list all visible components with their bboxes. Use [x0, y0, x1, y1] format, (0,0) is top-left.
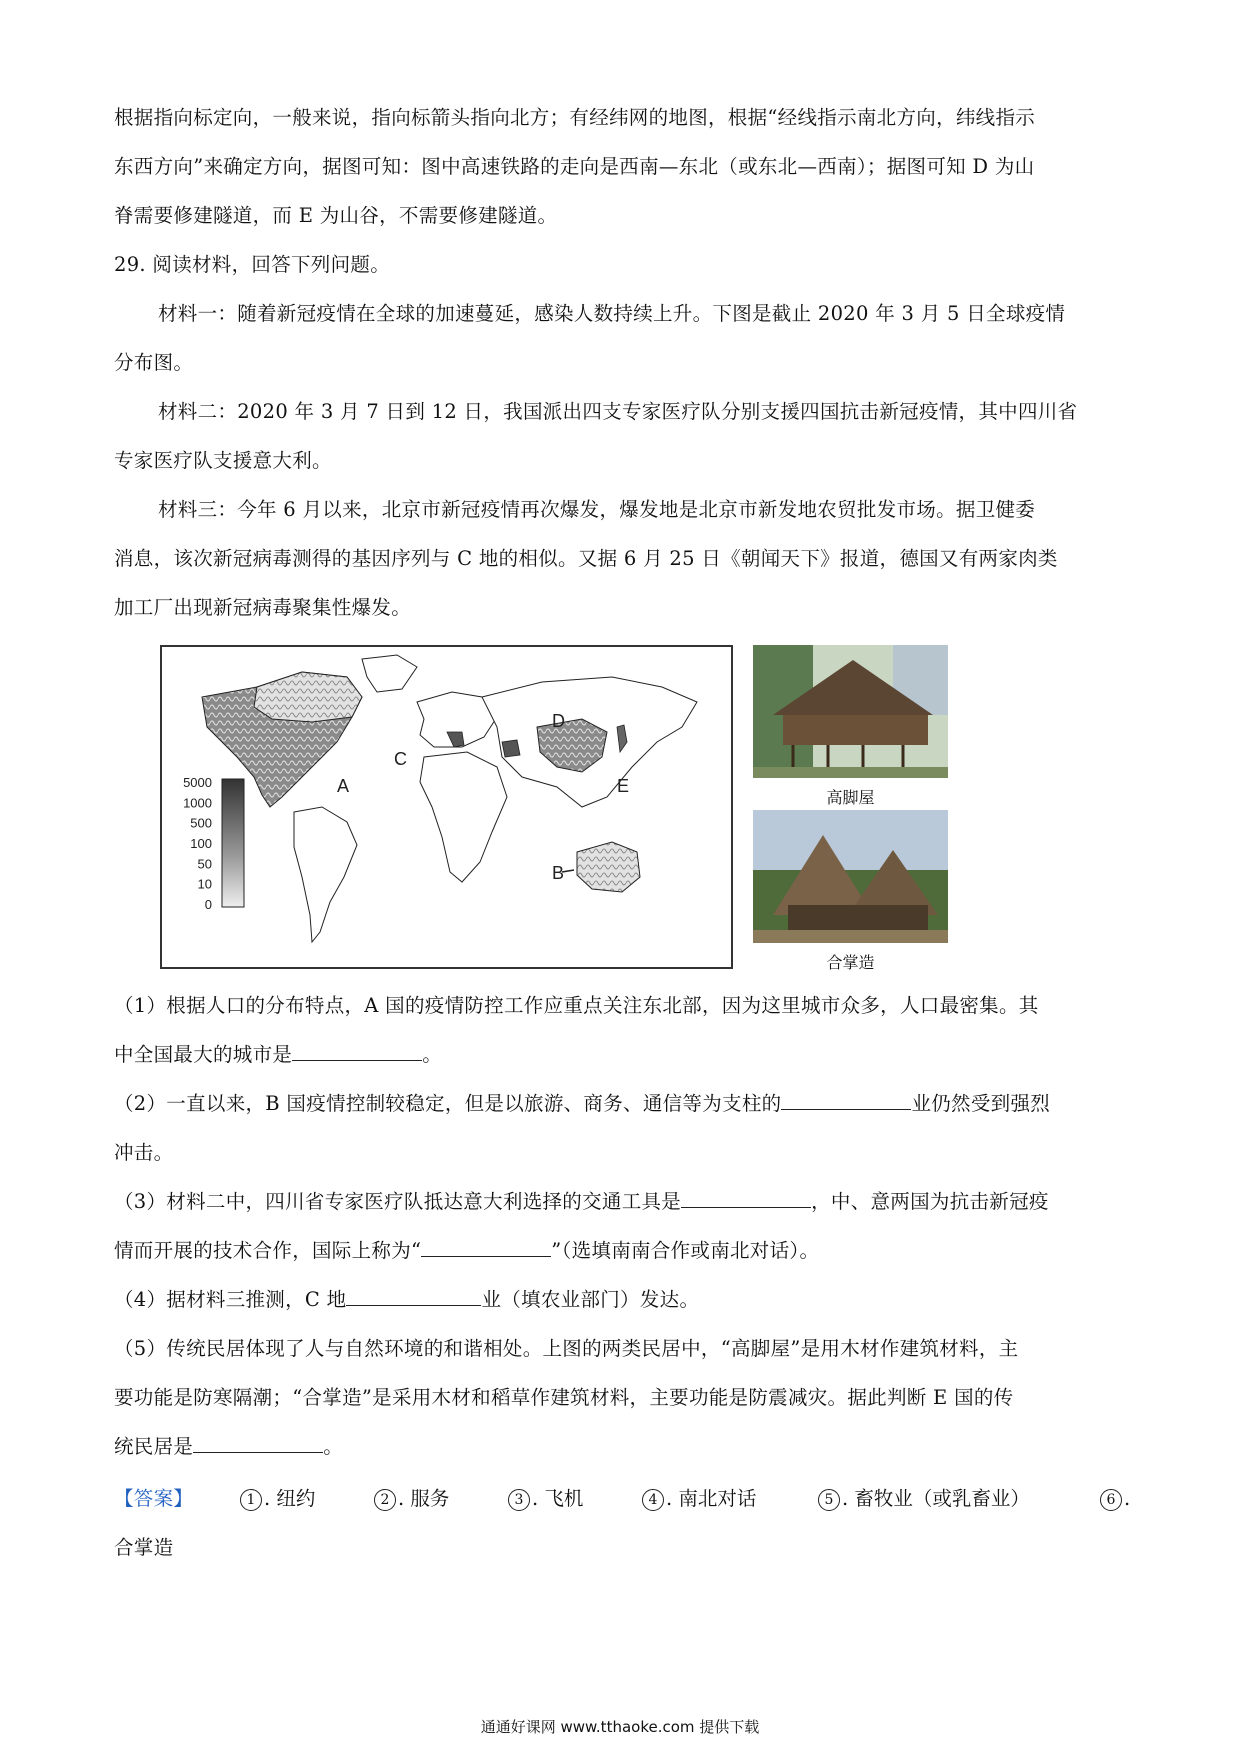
q5-line-1: （5）传统民居体现了人与自然环境的和谐相处。上图的两类民居中，“高脚屋”是用木材作建筑材料，主 [114, 1337, 1019, 1360]
q3-blank-2[interactable] [421, 1238, 551, 1257]
answer-item-6 [1100, 1485, 1130, 1513]
answer-num-1: 1 [240, 1489, 262, 1511]
material-3-line-1: 材料三：今年 6 月以来，北京市新冠疫情再次爆发，爆发地是北京市新发地农贸批发市场。据卫健委 [158, 498, 1036, 521]
map-label-c: C [394, 749, 407, 769]
material-1-line-1: 材料一：随着新冠疫情在全球的加速蔓延，感染人数持续上升。下图是截止 2020 年 3 月 5 日全球疫情 [158, 302, 1066, 325]
answer-item-1 [240, 1485, 315, 1513]
legend-tick-label: 5000 [183, 775, 212, 790]
material-2-line-2: 专家医疗队支援意大利。 [114, 449, 332, 472]
answer-item-3 [508, 1485, 583, 1513]
q1-text-pre: 中全国最大的城市是 [114, 1043, 293, 1066]
answer-num-4: 4 [642, 1489, 664, 1511]
iran-shape [502, 740, 520, 757]
legend-tick-label: 100 [190, 836, 212, 851]
q1-blank[interactable] [292, 1042, 422, 1061]
material-3-line-3: 加工厂出现新冠病毒聚集性爆发。 [114, 596, 412, 619]
material-1-line-2: 分布图。 [114, 351, 194, 374]
q1-line-2 [114, 1041, 442, 1069]
material-3-line-2: 消息，该次新冠病毒测得的基因序列与 C 地的相似。又据 6 月 25 日《朝闻天下》报道，德国又有两家肉类 [114, 547, 1058, 570]
answer-text-3: . 飞机 [532, 1487, 584, 1510]
footer-text: 通通好课网 www.tthaoke.com 提供下载 [480, 1718, 760, 1736]
map-label-e: E [617, 776, 630, 796]
photo-stilt-house [753, 645, 948, 809]
q2-line-2: 冲击。 [114, 1141, 174, 1164]
world-epidemic-map [160, 645, 733, 969]
answer-num-5: 5 [818, 1489, 840, 1511]
answer-item-2 [374, 1485, 449, 1513]
question-title: 29. 阅读材料，回答下列问题。 [114, 253, 391, 276]
q1-text-post: 。 [422, 1043, 443, 1066]
answer-text-2: . 服务 [398, 1487, 450, 1510]
q5-blank[interactable] [193, 1434, 323, 1453]
q5-text-post: 。 [323, 1435, 344, 1458]
answer-text-6: . [1124, 1487, 1131, 1510]
africa-shape [420, 752, 507, 882]
south-america-shape [294, 807, 357, 942]
q4-text-post: 业（填农业部门）发达。 [481, 1288, 700, 1311]
q3-text-post: ，中、意两国为抗击新冠疫 [811, 1190, 1049, 1213]
greenland-shape [362, 655, 417, 692]
answer-num-6: 6 [1100, 1489, 1122, 1511]
map-label-a: A [337, 776, 350, 796]
q4-blank[interactable] [346, 1287, 481, 1306]
q4-line [114, 1286, 699, 1314]
q2-text-pre: （2）一直以来，B 国疫情控制较稳定，但是以旅游、商务、通信等为支柱的 [114, 1092, 782, 1115]
answer-num-2: 2 [374, 1489, 396, 1511]
photo-gassho-house [753, 810, 948, 974]
intro-line-1: 根据指向标定向，一般来说，指向标箭头指向北方；有经纬网的地图，根据“经线指示南北方向，纬线指示 [114, 106, 1036, 129]
map-label-d: D [552, 711, 565, 731]
q4-text-pre: （4）据材料三推测，C 地 [114, 1288, 347, 1311]
answer-label: 【答案】 [114, 1487, 194, 1510]
stilt-house-image [753, 645, 948, 778]
q2-text-post: 业仍然受到强烈 [911, 1092, 1051, 1115]
q5-line-3 [114, 1433, 343, 1461]
legend-tick-label: 500 [190, 815, 212, 831]
q3-text-pre-2: 情而开展的技术合作，国际上称为“ [114, 1239, 422, 1262]
stilt-house-caption: 高脚屋 [826, 788, 875, 807]
q2-blank[interactable] [781, 1091, 911, 1110]
legend-tick-label: 0 [204, 897, 212, 912]
q2-line-1 [114, 1090, 1050, 1118]
answer-item-5 [818, 1485, 1030, 1513]
q1-line-1: （1）根据人口的分布特点，A 国的疫情防控工作应重点关注东北部，因为这里城市众多，人口最密集。其 [114, 994, 1039, 1017]
q3-blank-1[interactable] [681, 1189, 811, 1208]
map-label-b: B [552, 863, 565, 883]
q5-line-2: 要功能是防寒隔潮；“合掌造”是采用木材和稻草作建筑材料，主要功能是防震减灾。据此判断 E 国的传 [114, 1386, 1014, 1409]
answer-num-3: 3 [508, 1489, 530, 1511]
canada-shape [254, 672, 362, 722]
gassho-house-image [753, 810, 948, 943]
material-2-line-1: 材料二：2020 年 3 月 7 日到 12 日，我国派出四支专家医疗队分别支援四国抗击新冠疫情，其中四川省 [158, 400, 1078, 423]
intro-line-2: 东西方向”来确定方向，据图可知：图中高速铁路的走向是西南—东北（或东北—西南）；据图可知 D 为山 [114, 155, 1035, 178]
legend-bar [222, 779, 244, 907]
legend-tick-label: 1000 [183, 795, 212, 811]
legend-tick-label: 10 [197, 876, 212, 892]
q3-text-post-2: ”（选填南南合作或南北对话）。 [551, 1239, 820, 1262]
intro-line-3: 脊需要修建隧道，而 E 为山谷，不需要修建隧道。 [114, 204, 558, 227]
legend-tick-label: 50 [197, 856, 212, 872]
q3-text-pre: （3）材料二中，四川省专家医疗队抵达意大利选择的交通工具是 [114, 1190, 682, 1213]
q3-line-1 [114, 1188, 1049, 1216]
answer-text-5: . 畜牧业（或乳畜业） [842, 1487, 1030, 1510]
q3-line-2 [114, 1237, 819, 1265]
australia-shape [577, 842, 640, 892]
q5-text-pre: 统民居是 [114, 1435, 194, 1458]
answer-text-4: . 南北对话 [666, 1487, 757, 1510]
answer-item-4 [642, 1485, 756, 1513]
answer-last-line: 合掌造 [114, 1536, 174, 1559]
answer-text-1: . 纽约 [264, 1487, 316, 1510]
gassho-house-caption: 合掌造 [826, 953, 875, 972]
